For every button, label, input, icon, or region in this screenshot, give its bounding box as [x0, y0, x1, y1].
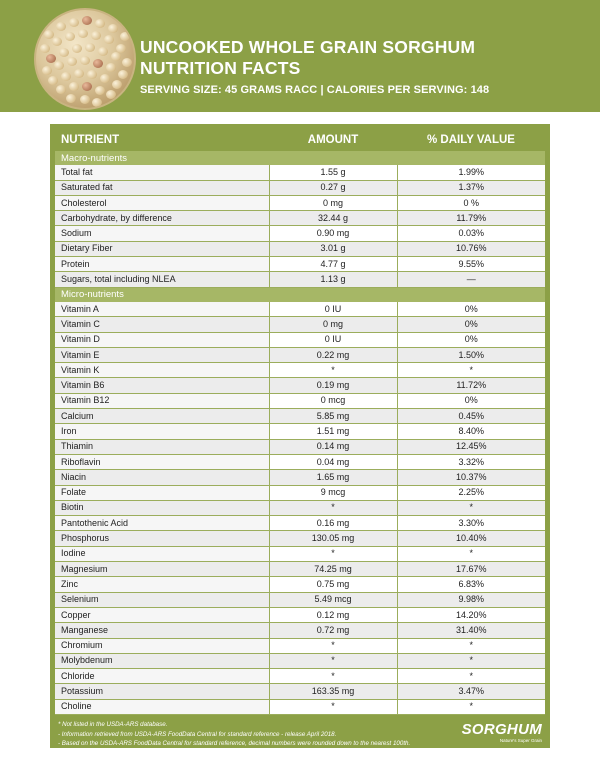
grain-shape [82, 16, 92, 25]
nutrient-daily-value: 11.72% [397, 378, 545, 393]
nutrient-daily-value: * [397, 363, 545, 378]
nutrient-amount: 0 mcg [269, 393, 397, 408]
table-row [55, 241, 545, 256]
grain-shape [108, 24, 118, 33]
grain-shape [67, 57, 77, 66]
table-row [55, 470, 545, 485]
table-row [55, 546, 545, 561]
nutrient-daily-value: 1.99% [397, 165, 545, 180]
nutrient-amount: 5.49 mcg [269, 592, 397, 607]
nutrient-name: Vitamin E [55, 347, 269, 362]
nutrient-amount: 0 IU [269, 332, 397, 347]
grain-shape [54, 61, 64, 70]
grain-shape [66, 94, 76, 103]
table-row [55, 332, 545, 347]
table-row [55, 424, 545, 439]
table-row [55, 516, 545, 531]
nutrient-daily-value: 11.79% [397, 211, 545, 226]
grain-shape [100, 74, 110, 83]
col-dv-header: % DAILY VALUE [427, 134, 515, 146]
grain-shape [95, 86, 105, 95]
nutrient-amount: * [269, 669, 397, 684]
nutrient-name: Dietary Fiber [55, 241, 269, 256]
serving-info: SERVING SIZE: 45 GRAMS RACC | CALORIES PER SERVING: 148 [140, 84, 490, 96]
grain-shape [82, 82, 92, 91]
table-row [55, 531, 545, 546]
nutrient-daily-value: 6.83% [397, 577, 545, 592]
nutrient-amount: 1.51 mg [269, 424, 397, 439]
table-row [55, 439, 545, 454]
nutrient-name: Thiamin [55, 439, 269, 454]
nutrient-name: Copper [55, 607, 269, 622]
grain-shape [72, 44, 82, 53]
nutrient-name: Protein [55, 257, 269, 272]
grain-shape [48, 76, 58, 85]
table-row [55, 393, 545, 408]
table-row [55, 699, 545, 714]
grain-shape [106, 63, 116, 72]
nutrition-table [55, 129, 545, 715]
grain-shape [85, 43, 95, 52]
nutrient-daily-value: 3.32% [397, 454, 545, 469]
nutrient-daily-value: 1.50% [397, 347, 545, 362]
nutrient-name: Selenium [55, 592, 269, 607]
nutrient-daily-value: 0.03% [397, 226, 545, 241]
nutrient-name: Riboflavin [55, 454, 269, 469]
table-row [55, 226, 545, 241]
nutrient-name: Molybdenum [55, 653, 269, 668]
nutrient-name: Manganese [55, 623, 269, 638]
nutrient-name: Vitamin C [55, 317, 269, 332]
nutrient-amount: 130.05 mg [269, 531, 397, 546]
footnote: - Information retrieved from USDA-ARS FoodData Central for standard reference - release April 2018. [58, 730, 337, 738]
table-header-row [55, 129, 545, 151]
grain-shape [80, 95, 90, 104]
nutrient-daily-value: 3.47% [397, 684, 545, 699]
nutrient-amount: * [269, 638, 397, 653]
grain-shape [40, 44, 50, 53]
nutrient-daily-value: 0% [397, 393, 545, 408]
nutrient-daily-value: 31.40% [397, 623, 545, 638]
nutrient-amount: 32.44 g [269, 211, 397, 226]
nutrient-name: Phosphorus [55, 531, 269, 546]
grain-shape [122, 58, 132, 67]
nutrient-amount: 1.13 g [269, 272, 397, 287]
table-row [55, 317, 545, 332]
nutrition-panel [50, 124, 550, 748]
nutrient-daily-value: 8.40% [397, 424, 545, 439]
title-line-2: NUTRITION FACTS [140, 58, 301, 78]
nutrient-name: Niacin [55, 470, 269, 485]
nutrient-name: Vitamin D [55, 332, 269, 347]
grain-shape [69, 82, 79, 91]
nutrient-daily-value: 2.25% [397, 485, 545, 500]
nutrient-name: Zinc [55, 577, 269, 592]
footnote: * Not listed in the USDA-ARS database. [58, 721, 168, 728]
nutrient-daily-value: 0% [397, 317, 545, 332]
table-row [55, 257, 545, 272]
table-row [55, 669, 545, 684]
nutrient-name: Vitamin A [55, 302, 269, 317]
table-row [55, 485, 545, 500]
nutrient-daily-value: 17.67% [397, 562, 545, 577]
nutrient-amount: 0 mg [269, 317, 397, 332]
nutrient-amount: 0.04 mg [269, 454, 397, 469]
table-row [55, 577, 545, 592]
table-row [55, 623, 545, 638]
title-line-1: UNCOOKED WHOLE GRAIN SORGHUM [140, 37, 476, 57]
nutrient-name: Calcium [55, 409, 269, 424]
grain-shape [52, 37, 62, 46]
nutrient-amount: 0.90 mg [269, 226, 397, 241]
grain-shape [74, 69, 84, 78]
nutrient-name: Total fat [55, 165, 269, 180]
grain-shape [87, 70, 97, 79]
table-row [55, 684, 545, 699]
header-banner [0, 0, 600, 112]
grain-shape [106, 90, 116, 99]
nutrient-amount: 0 IU [269, 302, 397, 317]
nutrient-amount: 0.75 mg [269, 577, 397, 592]
nutrient-amount: 0.12 mg [269, 607, 397, 622]
nutrient-name: Vitamin B6 [55, 378, 269, 393]
nutrient-name: Magnesium [55, 562, 269, 577]
grain-shape [42, 66, 52, 75]
nutrient-amount: 1.65 mg [269, 470, 397, 485]
grain-shape [95, 19, 105, 28]
section-macro-nutrients [55, 151, 545, 165]
nutrient-daily-value: 10.37% [397, 470, 545, 485]
sorghum-logo: SORGHUM [461, 721, 542, 738]
nutrient-amount: 0.14 mg [269, 439, 397, 454]
page-title [140, 37, 475, 79]
nutrient-amount: 4.77 g [269, 257, 397, 272]
sorghum-grain-image [34, 8, 136, 110]
table-row [55, 607, 545, 622]
table-row [55, 211, 545, 226]
grain-shape [59, 48, 69, 57]
nutrient-amount: 0.19 mg [269, 378, 397, 393]
table-body [55, 151, 545, 714]
nutrient-daily-value: 10.40% [397, 531, 545, 546]
nutrient-amount: 5.85 mg [269, 409, 397, 424]
table-row [55, 347, 545, 362]
nutrient-daily-value: 9.98% [397, 592, 545, 607]
grain-shape [118, 70, 128, 79]
table-row [55, 272, 545, 287]
nutrient-name: Pantothenic Acid [55, 516, 269, 531]
nutrient-amount: 0.72 mg [269, 623, 397, 638]
grain-shape [78, 29, 88, 38]
nutrient-amount: * [269, 546, 397, 561]
nutrient-daily-value: 14.20% [397, 607, 545, 622]
nutrient-name: Sodium [55, 226, 269, 241]
nutrient-name: Vitamin B12 [55, 393, 269, 408]
nutrient-name: Sugars, total including NLEA [55, 272, 269, 287]
nutrient-daily-value: 9.55% [397, 257, 545, 272]
nutrient-name: Potassium [55, 684, 269, 699]
table-row [55, 638, 545, 653]
nutrient-daily-value: 0% [397, 332, 545, 347]
nutrient-name: Biotin [55, 500, 269, 515]
col-amount-header: AMOUNT [307, 134, 359, 146]
section-label: Micro-nutrients [55, 287, 545, 302]
nutrient-daily-value: * [397, 699, 545, 714]
grain-shape [69, 18, 79, 27]
table-row [55, 302, 545, 317]
nutrient-amount: 9 mcg [269, 485, 397, 500]
table-row [55, 592, 545, 607]
table-row [55, 409, 545, 424]
logo-tagline: Nature's Super Grain [499, 738, 542, 743]
table-row [55, 180, 545, 195]
table-row [55, 454, 545, 469]
section-micro-nutrients [55, 287, 545, 302]
table-row [55, 653, 545, 668]
nutrient-amount: * [269, 699, 397, 714]
grain-shape [92, 98, 102, 107]
nutrient-daily-value: 3.30% [397, 516, 545, 531]
section-label: Macro-nutrients [55, 151, 545, 165]
nutrient-amount: * [269, 500, 397, 515]
nutrient-amount: 3.01 g [269, 241, 397, 256]
nutrient-amount: 0.27 g [269, 180, 397, 195]
col-nutrient-header: NUTRIENT [61, 134, 120, 146]
table-row [55, 562, 545, 577]
nutrient-amount: * [269, 653, 397, 668]
nutrient-amount: 74.25 mg [269, 562, 397, 577]
nutrient-name: Cholesterol [55, 195, 269, 210]
nutrient-name: Carbohydrate, by difference [55, 211, 269, 226]
nutrient-daily-value: * [397, 546, 545, 561]
nutrient-daily-value: — [397, 272, 545, 287]
nutrient-name: Folate [55, 485, 269, 500]
table-row [55, 500, 545, 515]
nutrient-daily-value: * [397, 638, 545, 653]
nutrient-daily-value: 1.37% [397, 180, 545, 195]
nutrient-daily-value: 12.45% [397, 439, 545, 454]
nutrient-daily-value: 0 % [397, 195, 545, 210]
grain-shape [65, 32, 75, 41]
nutrient-daily-value: * [397, 669, 545, 684]
footnotes [58, 720, 410, 749]
nutrient-name: Chloride [55, 669, 269, 684]
nutrient-amount: * [269, 363, 397, 378]
grain-shape [56, 85, 66, 94]
grain-shape [98, 47, 108, 56]
nutrient-daily-value: 0.45% [397, 409, 545, 424]
grain-shape [80, 56, 90, 65]
nutrient-name: Vitamin K [55, 363, 269, 378]
grain-shape [120, 32, 130, 41]
nutrient-amount: 0.16 mg [269, 516, 397, 531]
nutrient-daily-value: * [397, 653, 545, 668]
nutrient-daily-value: * [397, 500, 545, 515]
grain-shape [56, 22, 66, 31]
nutrient-name: Chromium [55, 638, 269, 653]
grain-shape [91, 31, 101, 40]
nutrient-name: Saturated fat [55, 180, 269, 195]
nutrient-amount: 0 mg [269, 195, 397, 210]
nutrient-name: Choline [55, 699, 269, 714]
nutrient-daily-value: 0% [397, 302, 545, 317]
footnote: - Based on the USDA-ARS FoodData Central for standard reference, decimal numbers were rounded down to the nearest 100th. [58, 740, 411, 747]
nutrient-name: Iron [55, 424, 269, 439]
grain-shape [93, 59, 103, 68]
nutrient-amount: 0.22 mg [269, 347, 397, 362]
grain-shape [112, 80, 122, 89]
grain-shape [104, 35, 114, 44]
grain-shape [111, 52, 121, 61]
nutrient-amount: 1.55 g [269, 165, 397, 180]
table-row [55, 363, 545, 378]
nutrient-amount: 163.35 mg [269, 684, 397, 699]
nutrient-daily-value: 10.76% [397, 241, 545, 256]
table-row [55, 378, 545, 393]
nutrient-name: Iodine [55, 546, 269, 561]
table-row [55, 195, 545, 210]
table-row [55, 165, 545, 180]
grain-shape [61, 72, 71, 81]
